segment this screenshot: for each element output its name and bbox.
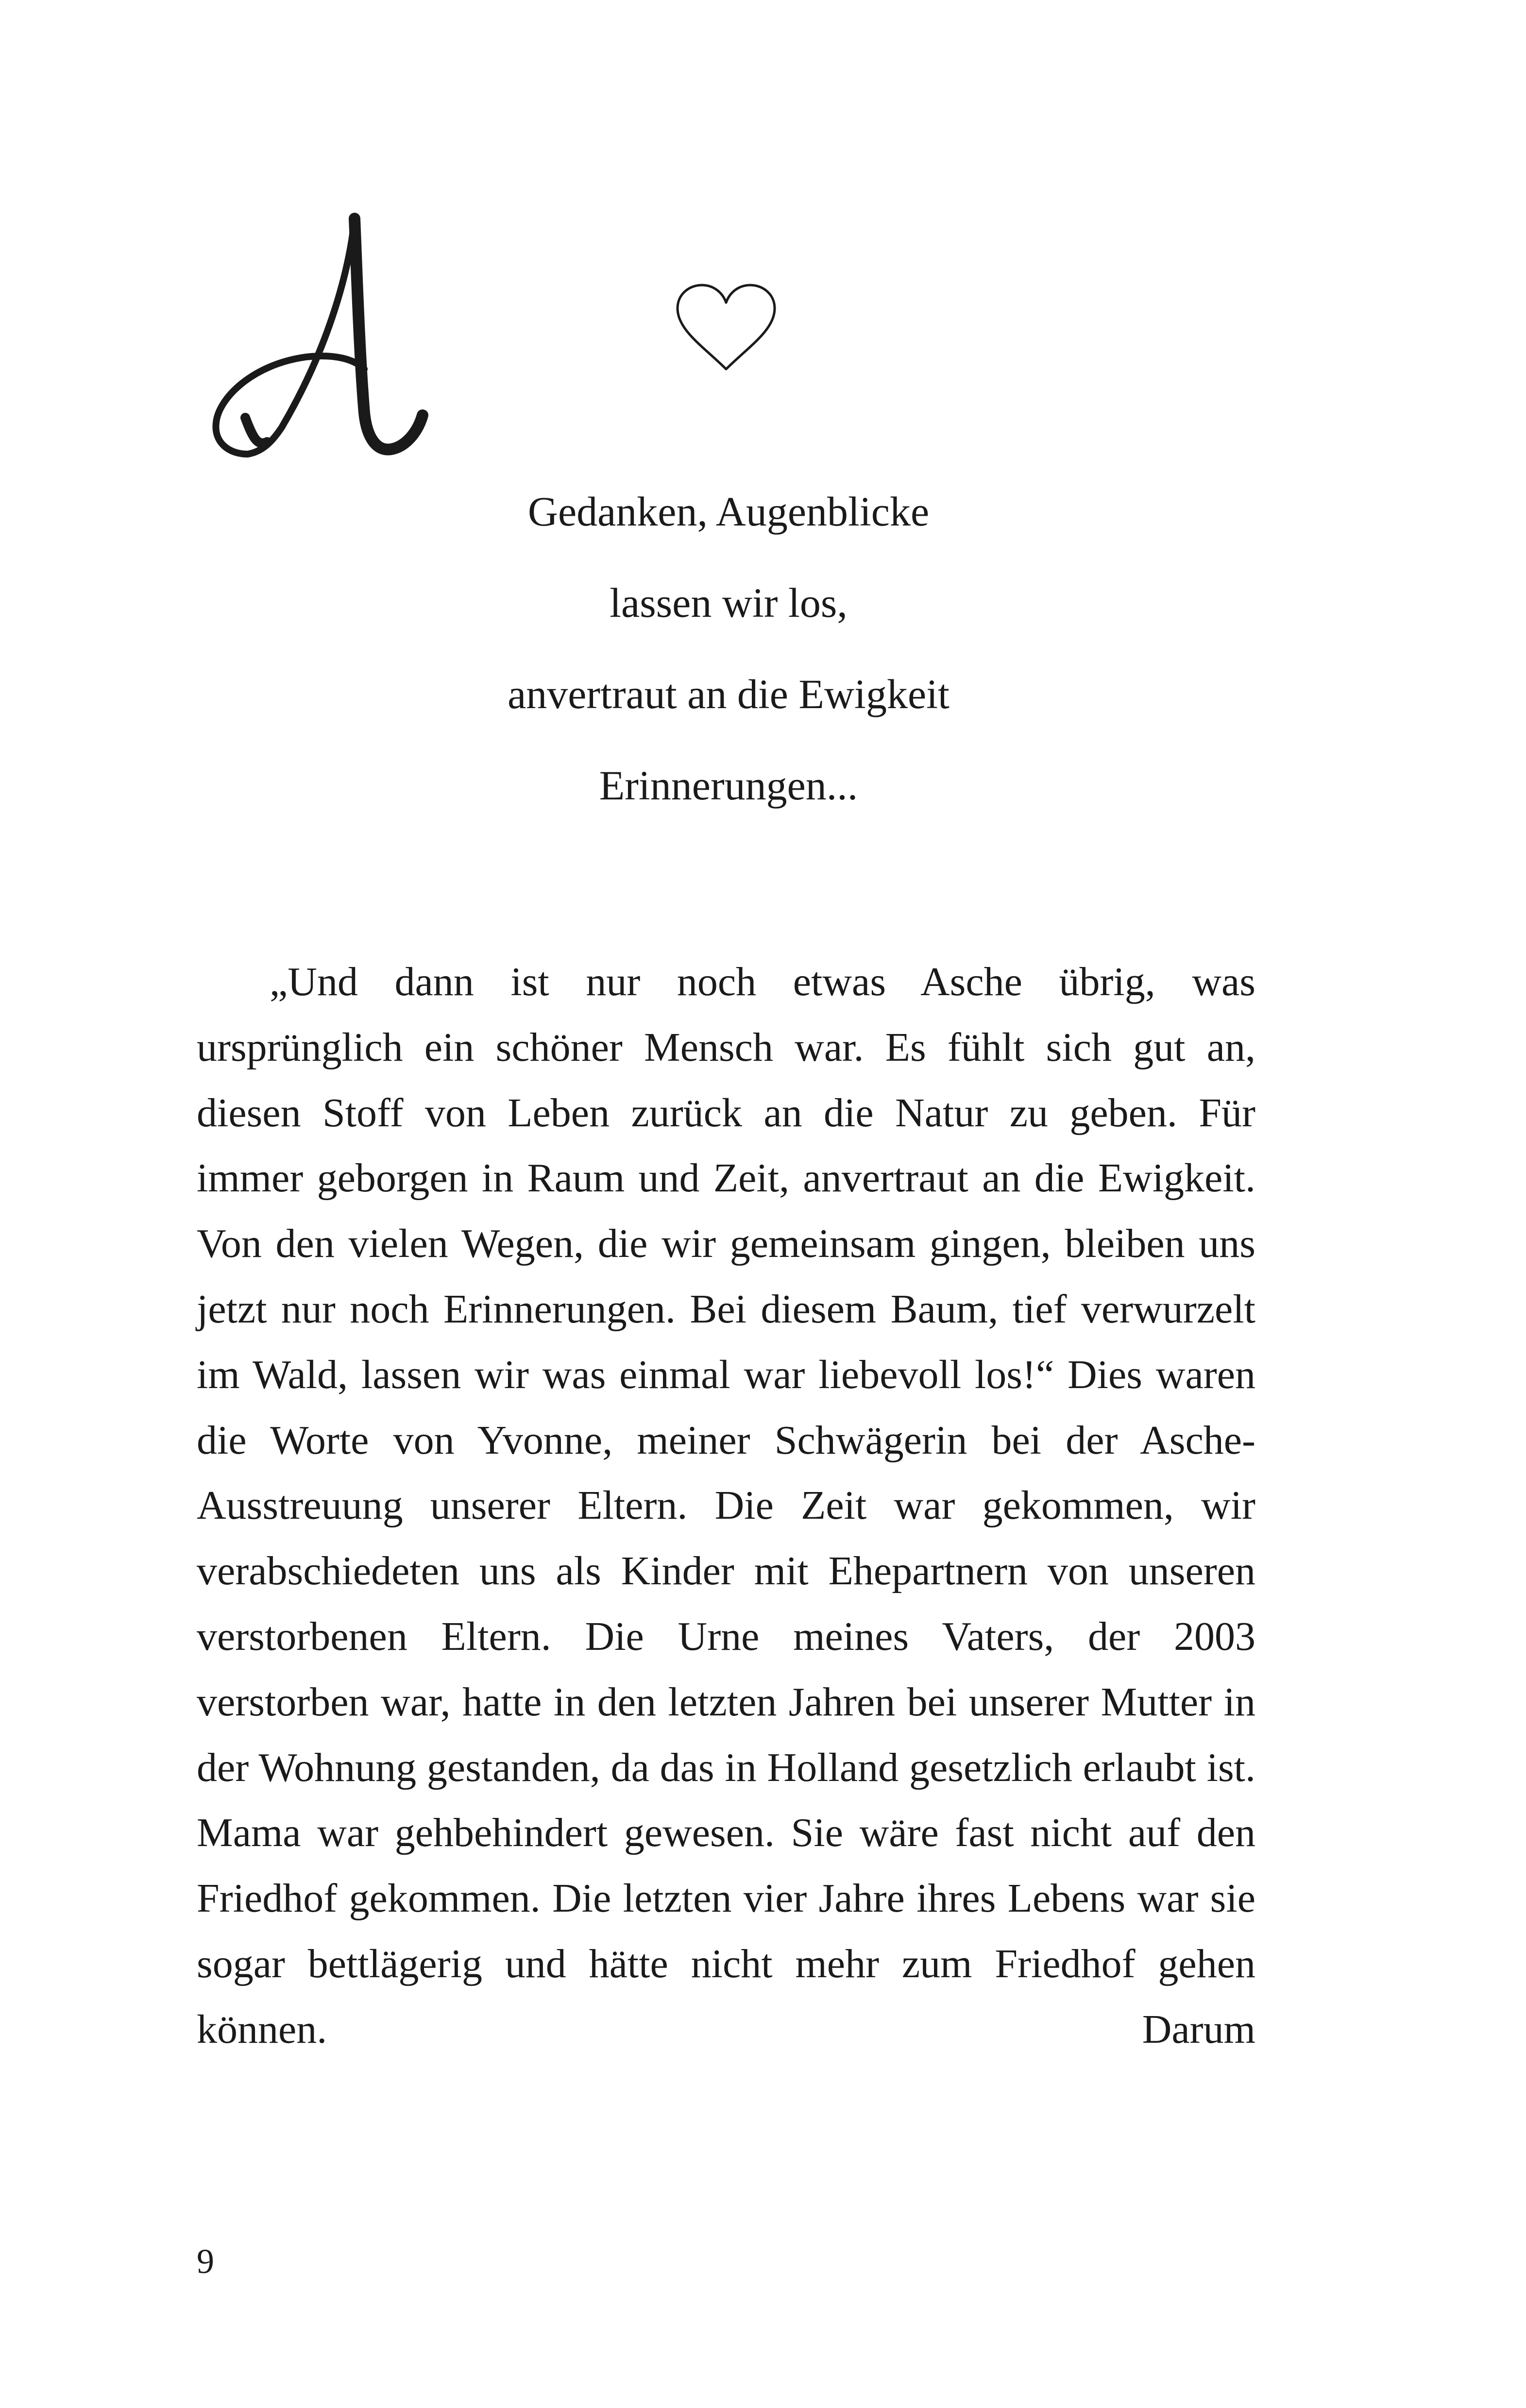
poem-line: lassen wir los, bbox=[610, 579, 848, 626]
body-paragraph: „Und dann ist nur noch etwas Asche übrig, was ursprünglich ein schöner Mensch war. Es fühlt sich gut an, diesen Stoff von Leben zurück an die Natur zu geben. Für immer geborgen in Raum und Zeit, anvertraut an die Ewigkeit. Von den vielen Wegen, die wir gemeinsam gingen, bleiben uns jetzt nur noch Erinnerungen. Bei diesem Baum, tief verwurzelt im Wald, lassen wir was einmal war liebevoll los!“ Dies waren die Worte von Yvonne, meiner Schwägerin bei der Asche-Ausstreuung unserer Eltern. Die Zeit war gekommen, wir verabschiedeten uns als Kinder mit Ehepartnern von unseren verstorbenen Eltern. Die Urne meines Vaters, der 2003 verstorben war, hatte in den letzten Jahren bei unserer Mutter in der Wohnung gestanden, da das in Holland gesetzlich erlaubt ist. Mama war gehbehindert gewesen. Sie wäre fast nicht auf den Friedhof gekommen. Die letzten vier Jahre ihres Lebens war sie sogar bettlägerig und hätte nicht mehr zum Friedhof gehen können. Darum bbox=[197, 959, 1255, 2052]
poem-line: anvertraut an die Ewigkeit bbox=[508, 671, 950, 717]
body-text bbox=[197, 950, 1255, 2063]
decorative-initial-a bbox=[209, 209, 432, 461]
poem-line: Erinnerungen... bbox=[599, 762, 858, 809]
script-letter-a-icon bbox=[209, 209, 432, 461]
poem bbox=[340, 488, 1117, 856]
heart-icon bbox=[670, 279, 782, 376]
poem-line: Gedanken, Augenblicke bbox=[527, 488, 930, 535]
page-number: 9 bbox=[197, 2242, 214, 2281]
